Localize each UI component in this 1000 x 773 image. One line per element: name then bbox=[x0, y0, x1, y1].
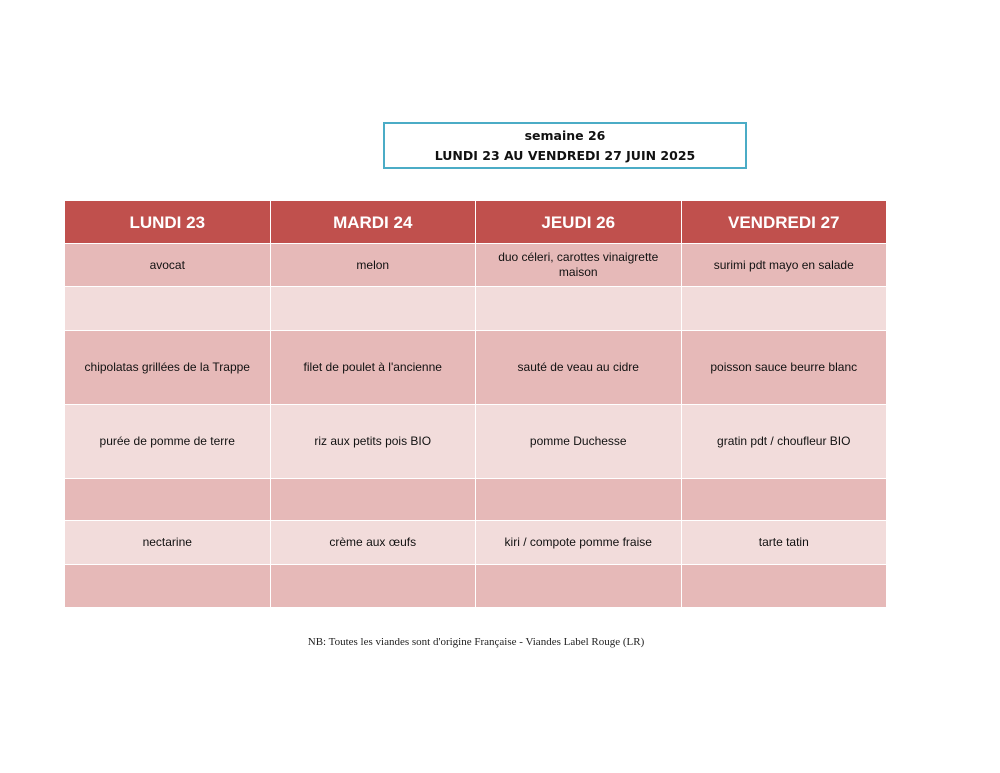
table-cell bbox=[681, 479, 887, 521]
table-row-empty bbox=[65, 479, 887, 521]
table-cell: crème aux œufs bbox=[270, 521, 476, 565]
table-cell bbox=[681, 565, 887, 608]
table-cell: melon bbox=[270, 244, 476, 287]
table-cell bbox=[270, 565, 476, 608]
table-cell: sauté de veau au cidre bbox=[476, 331, 682, 405]
table-cell bbox=[270, 287, 476, 331]
table-row-empty bbox=[65, 287, 887, 331]
table-cell: nectarine bbox=[65, 521, 271, 565]
table-row-side bbox=[65, 405, 887, 479]
column-header-mardi: MARDI 24 bbox=[270, 201, 476, 244]
table-cell bbox=[65, 479, 271, 521]
table-cell bbox=[476, 287, 682, 331]
column-header-jeudi: JEUDI 26 bbox=[476, 201, 682, 244]
table-cell: riz aux petits pois BIO bbox=[270, 405, 476, 479]
table-cell: duo céleri, carottes vinaigrette maison bbox=[476, 244, 682, 287]
table-cell bbox=[65, 565, 271, 608]
table-cell: gratin pdt / choufleur BIO bbox=[681, 405, 887, 479]
table-cell bbox=[681, 287, 887, 331]
week-title-box bbox=[383, 122, 747, 169]
table-cell: kiri / compote pomme fraise bbox=[476, 521, 682, 565]
table-cell: poisson sauce beurre blanc bbox=[681, 331, 887, 405]
table-row-main bbox=[65, 331, 887, 405]
table-cell: chipolatas grillées de la Trappe bbox=[65, 331, 271, 405]
table-cell: surimi pdt mayo en salade bbox=[681, 244, 887, 287]
table-cell: filet de poulet à l'ancienne bbox=[270, 331, 476, 405]
table-cell bbox=[476, 479, 682, 521]
table-row-empty bbox=[65, 565, 887, 608]
footnote: NB: Toutes les viandes sont d'origine Française - Viandes Label Rouge (LR) bbox=[307, 636, 645, 648]
table-cell: pomme Duchesse bbox=[476, 405, 682, 479]
table-row-dessert bbox=[65, 521, 887, 565]
table-row-starter bbox=[65, 244, 887, 287]
week-label: semaine 26 bbox=[524, 127, 606, 143]
table-cell: purée de pomme de terre bbox=[65, 405, 271, 479]
weekly-menu-table bbox=[64, 200, 887, 608]
table-cell: tarte tatin bbox=[681, 521, 887, 565]
column-header-lundi: LUNDI 23 bbox=[65, 201, 271, 244]
table-cell bbox=[476, 565, 682, 608]
table-cell bbox=[270, 479, 476, 521]
date-range-label: LUNDI 23 AU VENDREDI 27 JUIN 2025 bbox=[434, 147, 696, 163]
column-header-vendredi: VENDREDI 27 bbox=[681, 201, 887, 244]
table-cell: avocat bbox=[65, 244, 271, 287]
table-cell bbox=[65, 287, 271, 331]
table-header-row bbox=[65, 201, 887, 244]
